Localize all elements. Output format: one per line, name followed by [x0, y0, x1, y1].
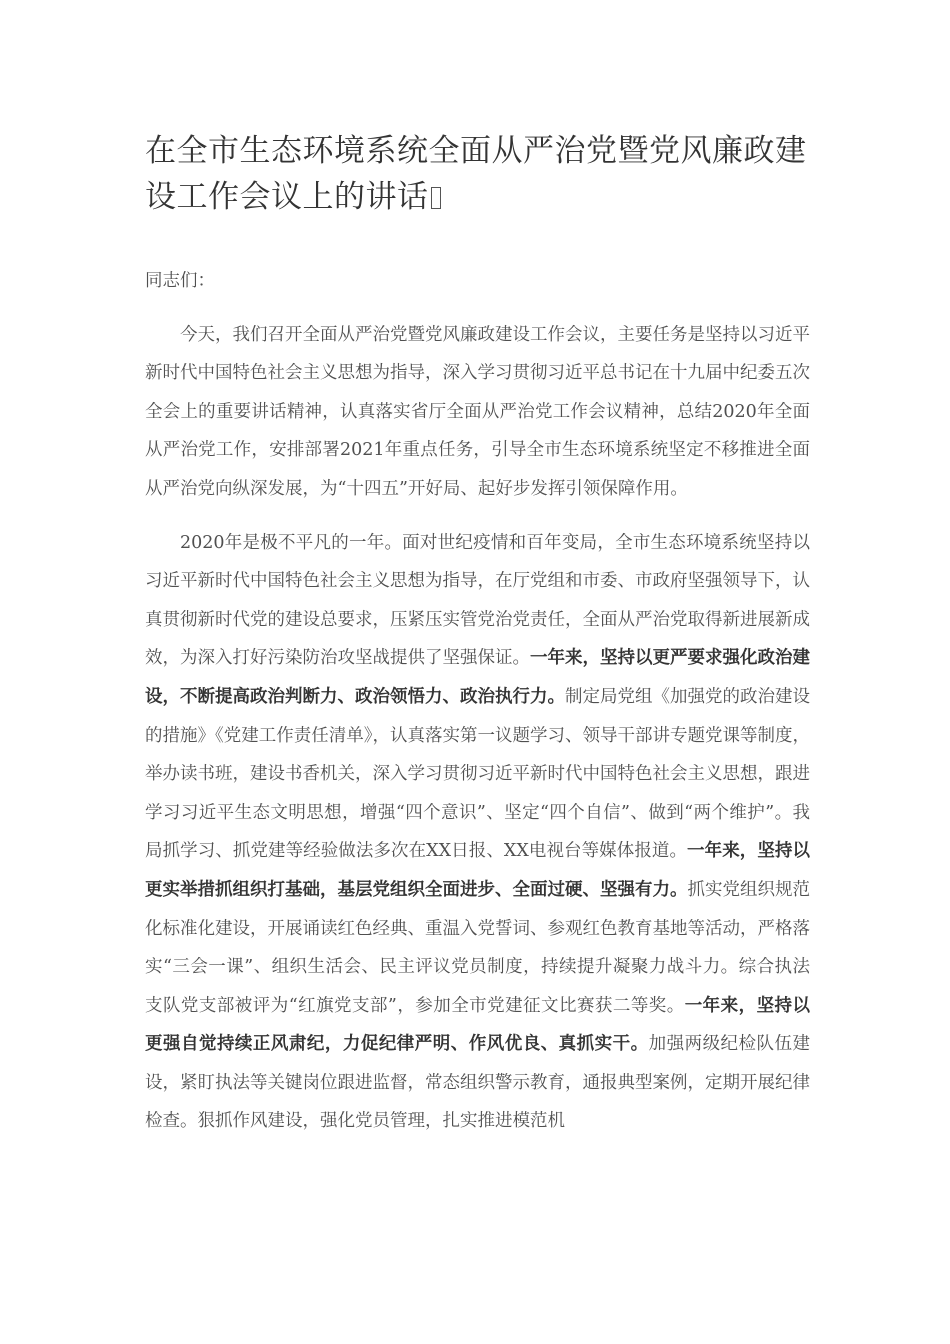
- paragraph-2-part-1: 2020年是极不平凡的一年。面对世纪疫情和百年变局，全市生态环境系统坚持以习近平新时代中国特色社会主义思想为指导，在厅党组和市委、市政府坚强领导下，认真贯彻新时代党的建设总要求，压紧压实管党治党责任，全面从严治党取得新进展新成效，为深入打好污染防治攻坚战提供了坚强保证。: [145, 532, 810, 669]
- paragraph-2-part-3: 抓实党组织规范化标准化建设，开展诵读红色经典、重温入党誓词、参观红色教育基地等活动，严格落实“三会一课”、组织生活会、民主评议党员制度，持续提升凝聚力战斗力。综合执法支队党支部被评为“红旗党支部”，参加全市党建征文比赛获二等奖。: [145, 879, 810, 1016]
- document-title: [145, 128, 815, 220]
- document-title-text: 在全市生态环境系统全面从严治党暨党风廉政建设工作会议上的讲话: [145, 133, 807, 215]
- paragraph-2-bold-3: 一年来，坚持以更强自觉持续正风肃纪，力促纪律严明、作风优良、真抓实干。: [145, 995, 810, 1055]
- paragraph-2-bold-1: 一年来，坚持以更严要求强化政治建设，不断提高政治判断力、政治领悟力、政治执行力。: [145, 648, 810, 707]
- paragraph-2-bold-2: 一年来，坚持以更实举措抓组织打基础，基层党组织全面进步、全面过硬、坚强有力。: [145, 841, 810, 900]
- paragraph-2-part-2: 制定局党组《加强党的政治建设的措施》《党建工作责任清单》，认真落实第一议题学习、领导干部讲专题党课等制度，举办读书班，建设书香机关，深入学习贯彻习近平新时代中国特色社会主义思想，跟进学习习近平生态文明思想，增强“四个意识”、坚定“四个自信”、做到“两个维护”。我局抓学习、抓党建等经验做法多次在XX日报、XX电视台等媒体报道。: [145, 686, 810, 862]
- document-body: [145, 262, 810, 1156]
- missing-glyph-mark: [431, 187, 441, 209]
- paragraph-1: 今天，我们召开全面从严治党暨党风廉政建设工作会议，主要任务是坚持以习近平新时代中国特色社会主义思想为指导，深入学习贯彻习近平总书记在十九届中纪委五次全会上的重要讲话精神，认真落实省厅全面从严治党工作会议精神，总结2020年全面从严治党工作，安排部署2021年重点任务，引导全市生态环境系统坚定不移推进全面从严治党向纵深发展，为“十四五”开好局、起好步发挥引领保障作用。: [145, 324, 810, 499]
- paragraph-2: [145, 524, 810, 1142]
- paragraph-2-part-4: 加强两级纪检队伍建设，紧盯执法等关键岗位跟进监督，常态组织警示教育，通报典型案例，定期开展纪律检查。狠抓作风建设，强化党员管理，扎实推进模范机: [145, 1034, 810, 1132]
- salutation: 同志们：: [145, 271, 215, 291]
